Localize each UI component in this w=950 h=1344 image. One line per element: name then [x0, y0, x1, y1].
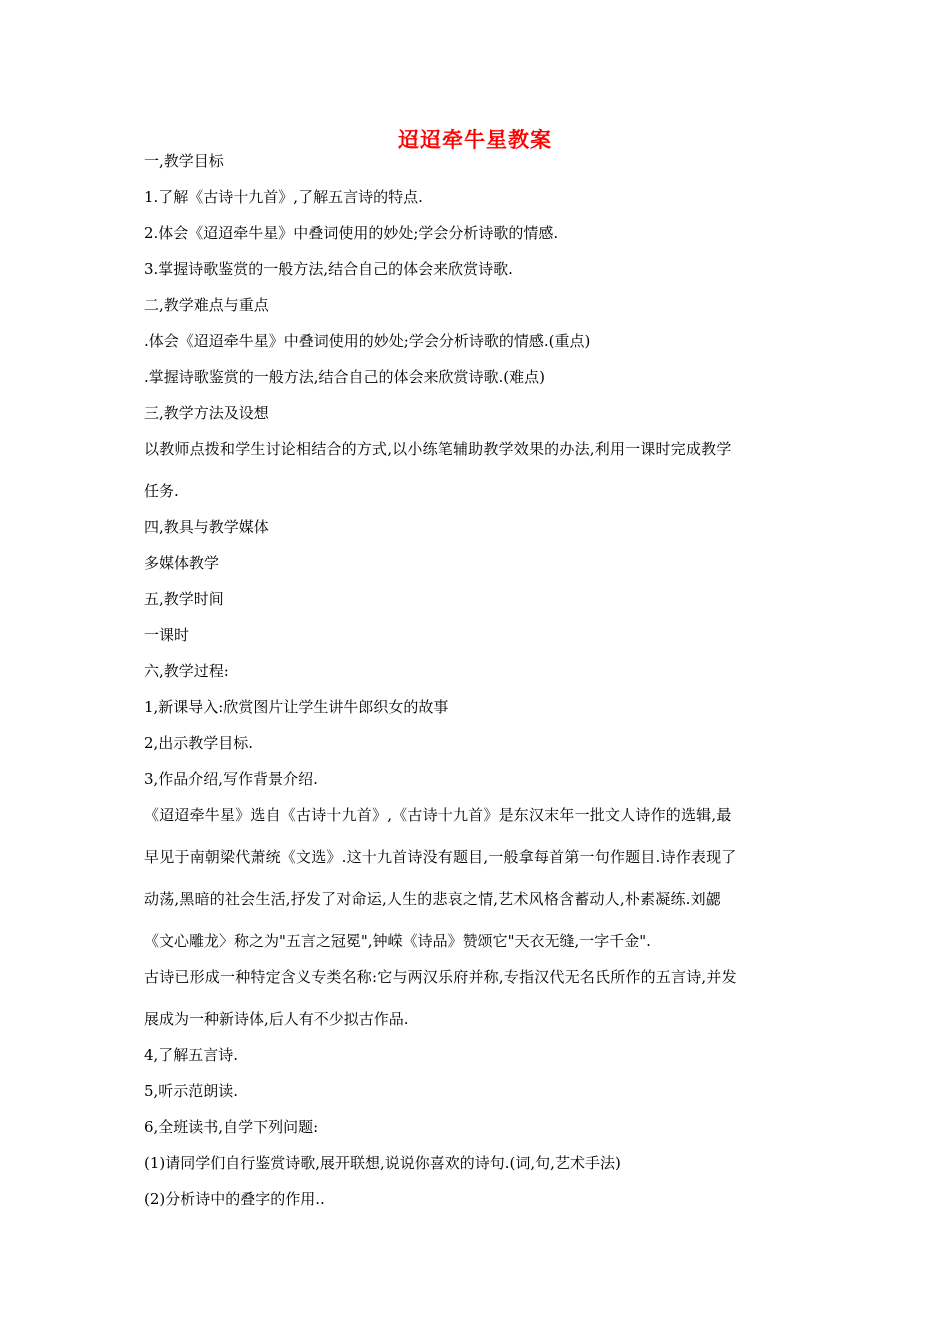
- process-step-2: 2,出示教学目标.: [144, 734, 254, 752]
- heading-process: 六,教学过程:: [144, 662, 229, 680]
- intro-paragraph-5: 古诗已形成一种特定含义专类名称:它与两汉乐府并称,专指汉代无名氏所作的五言诗,并发: [144, 968, 737, 986]
- media-text: 多媒体教学: [144, 554, 220, 572]
- intro-paragraph-2: 早见于南朝梁代萧统《文选》.这十九首诗没有题目,一般拿每首第一句作题目.诗作表现了: [144, 848, 737, 866]
- difficult-point: .掌握诗歌鉴赏的一般方法,结合自己的体会来欣赏诗歌.(难点): [144, 368, 546, 386]
- intro-paragraph-4: 《文心雕龙〉称之为"五言之冠冕",钟嵘《诗品》赞颂它"天衣无缝,一字千金".: [144, 932, 651, 950]
- process-step-4: 4,了解五言诗.: [144, 1046, 239, 1064]
- heading-objectives: 一,教学目标: [144, 152, 224, 170]
- heading-media: 四,教具与教学媒体: [144, 518, 269, 536]
- methods-text-1: 以教师点拨和学生讨论相结合的方式,以小练笔辅助教学效果的办法,利用一课时完成教学: [144, 440, 732, 458]
- document-title: 迢迢牵牛星教案: [398, 128, 552, 152]
- objective-1: 1.了解《古诗十九首》,了解五言诗的特点.: [144, 188, 423, 206]
- question-2: (2)分析诗中的叠字的作用..: [144, 1190, 325, 1208]
- process-step-3: 3,作品介绍,写作背景介绍.: [144, 770, 318, 788]
- heading-time: 五,教学时间: [144, 590, 224, 608]
- time-text: 一课时: [144, 626, 190, 644]
- process-step-5: 5,听示范朗读.: [144, 1082, 239, 1100]
- process-step-6: 6,全班读书,自学下列问题:: [144, 1118, 319, 1136]
- key-point: .体会《迢迢牵牛星》中叠词使用的妙处;学会分析诗歌的情感.(重点): [144, 332, 591, 350]
- intro-paragraph-3: 动荡,黑暗的社会生活,抒发了对命运,人生的悲哀之情,艺术风格含蓄动人,朴素凝练.刘勰: [144, 890, 722, 908]
- methods-text-2: 任务.: [144, 482, 179, 500]
- objective-2: 2.体会《迢迢牵牛星》中叠词使用的妙处;学会分析诗歌的情感.: [144, 224, 559, 242]
- objective-3: 3.掌握诗歌鉴赏的一般方法,结合自己的体会来欣赏诗歌.: [144, 260, 513, 278]
- heading-methods: 三,教学方法及设想: [144, 404, 269, 422]
- heading-difficulties: 二,教学难点与重点: [144, 296, 269, 314]
- process-step-1: 1,新课导入:欣赏图片让学生讲牛郎织女的故事: [144, 698, 449, 716]
- intro-paragraph-6: 展成为一种新诗体,后人有不少拟古作品.: [144, 1010, 409, 1028]
- question-1: (1)请同学们自行鉴赏诗歌,展开联想,说说你喜欢的诗句.(词,句,艺术手法): [144, 1154, 621, 1172]
- intro-paragraph-1: 《迢迢牵牛星》选自《古诗十九首》,《古诗十九首》是东汉末年一批文人诗作的选辑,最: [144, 806, 732, 824]
